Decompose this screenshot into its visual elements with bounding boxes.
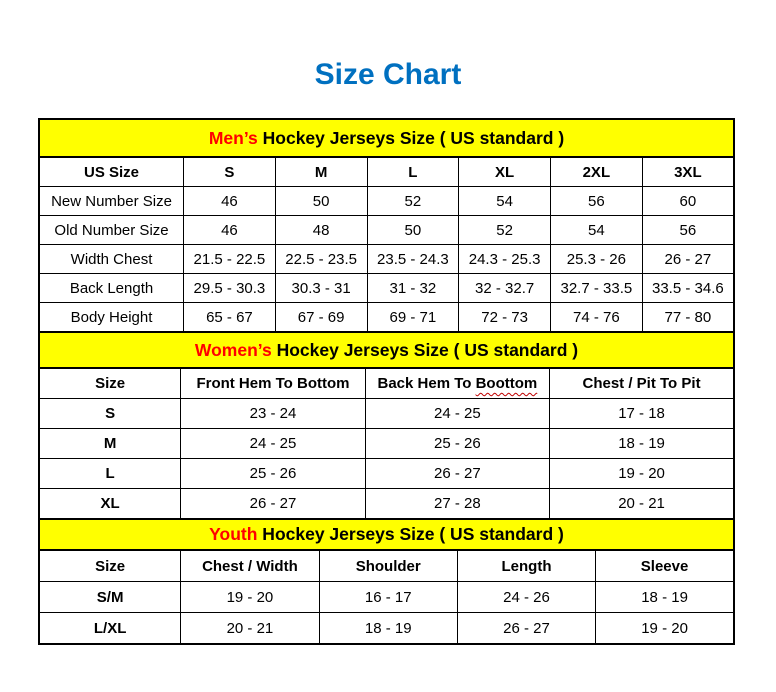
mens-table-cell: 56 <box>550 187 642 216</box>
youth-table-cell: 20 - 21 <box>181 613 319 645</box>
womens-table-cell: 25 - 26 <box>365 429 549 459</box>
mens-table-cell: 52 <box>459 216 551 245</box>
womens-header-row <box>39 368 734 399</box>
youth-column-header-1: Chest / Width <box>181 550 319 582</box>
mens-size-table <box>38 118 735 333</box>
womens-table-cell: 19 - 20 <box>550 459 734 489</box>
mens-column-header-0: US Size <box>39 157 184 187</box>
page-title: Size Chart <box>314 58 462 91</box>
womens-table-cell: 26 - 27 <box>365 459 549 489</box>
mens-table-cell: 77 - 80 <box>642 303 734 333</box>
mens-header-row <box>39 157 734 187</box>
youth-table-cell: 19 - 20 <box>596 613 734 645</box>
youth-row-label: S/M <box>39 582 181 613</box>
mens-column-header-2: M <box>275 157 367 187</box>
mens-section-title: Men’s Hockey Jerseys Size ( US standard ) <box>39 119 734 157</box>
mens-row-label: Old Number Size <box>39 216 184 245</box>
mens-table-cell: 46 <box>184 216 276 245</box>
womens-row-label: M <box>39 429 181 459</box>
mens-table-cell: 25.3 - 26 <box>550 245 642 274</box>
youth-section-title-highlight: Youth <box>209 524 258 544</box>
womens-section-title: Women’s Hockey Jerseys Size ( US standard ) <box>39 332 734 368</box>
mens-row-label: Width Chest <box>39 245 184 274</box>
mens-table-cell: 72 - 73 <box>459 303 551 333</box>
womens-row-label: XL <box>39 489 181 520</box>
youth-column-header-3: Length <box>457 550 595 582</box>
mens-table-cell: 23.5 - 24.3 <box>367 245 459 274</box>
mens-table-cell: 24.3 - 25.3 <box>459 245 551 274</box>
womens-column-header-3: Chest / Pit To Pit <box>550 368 734 399</box>
youth-table-row-0 <box>39 582 734 613</box>
youth-table-cell: 19 - 20 <box>181 582 319 613</box>
youth-section-title: Youth Hockey Jerseys Size ( US standard ) <box>39 519 734 550</box>
mens-table-cell: 67 - 69 <box>275 303 367 333</box>
mens-column-header-3: L <box>367 157 459 187</box>
mens-table-cell: 22.5 - 23.5 <box>275 245 367 274</box>
mens-table-cell: 69 - 71 <box>367 303 459 333</box>
mens-table-cell: 46 <box>184 187 276 216</box>
page-header <box>0 0 776 92</box>
size-tables <box>38 118 735 645</box>
mens-table-cell: 56 <box>642 216 734 245</box>
youth-column-header-0: Size <box>39 550 181 582</box>
youth-table-cell: 26 - 27 <box>457 613 595 645</box>
womens-table-cell: 24 - 25 <box>365 399 549 429</box>
youth-table-row-1 <box>39 613 734 645</box>
mens-row-label: Body Height <box>39 303 184 333</box>
womens-table-cell: 25 - 26 <box>181 459 365 489</box>
womens-table-cell: 18 - 19 <box>550 429 734 459</box>
mens-table-cell: 65 - 67 <box>184 303 276 333</box>
womens-table-cell: 20 - 21 <box>550 489 734 520</box>
youth-column-header-2: Shoulder <box>319 550 457 582</box>
mens-table-row-4 <box>39 303 734 333</box>
womens-column-header-2: Back Hem To Boottom <box>365 368 549 399</box>
mens-table-row-0 <box>39 187 734 216</box>
mens-table-cell: 74 - 76 <box>550 303 642 333</box>
mens-column-header-6: 3XL <box>642 157 734 187</box>
mens-table-cell: 60 <box>642 187 734 216</box>
youth-column-header-4: Sleeve <box>596 550 734 582</box>
youth-table-cell: 24 - 26 <box>457 582 595 613</box>
youth-row-label: L/XL <box>39 613 181 645</box>
mens-table-cell: 32 - 32.7 <box>459 274 551 303</box>
mens-table-cell: 32.7 - 33.5 <box>550 274 642 303</box>
womens-size-table <box>38 331 735 520</box>
womens-section-title-highlight: Women’s <box>194 339 272 360</box>
youth-table-cell: 18 - 19 <box>596 582 734 613</box>
womens-table-cell: 26 - 27 <box>181 489 365 520</box>
mens-table-cell: 52 <box>367 187 459 216</box>
youth-table-cell: 16 - 17 <box>319 582 457 613</box>
mens-table-cell: 50 <box>367 216 459 245</box>
mens-table-cell: 29.5 - 30.3 <box>184 274 276 303</box>
mens-table-row-3 <box>39 274 734 303</box>
mens-table-cell: 33.5 - 34.6 <box>642 274 734 303</box>
misspelled-word: Boottom <box>475 375 538 392</box>
mens-table-row-1 <box>39 216 734 245</box>
mens-table-cell: 21.5 - 22.5 <box>184 245 276 274</box>
womens-table-cell: 17 - 18 <box>550 399 734 429</box>
youth-size-table <box>38 518 735 645</box>
womens-row-label: L <box>39 459 181 489</box>
mens-column-header-5: 2XL <box>550 157 642 187</box>
womens-table-cell: 23 - 24 <box>181 399 365 429</box>
mens-table-cell: 50 <box>275 187 367 216</box>
mens-table-cell: 26 - 27 <box>642 245 734 274</box>
mens-table-cell: 31 - 32 <box>367 274 459 303</box>
womens-table-row-0 <box>39 399 734 429</box>
youth-header-row <box>39 550 734 582</box>
womens-column-header-0: Size <box>39 368 181 399</box>
mens-table-cell: 48 <box>275 216 367 245</box>
womens-column-header-1: Front Hem To Bottom <box>181 368 365 399</box>
mens-row-label: New Number Size <box>39 187 184 216</box>
womens-table-row-1 <box>39 429 734 459</box>
mens-table-cell: 30.3 - 31 <box>275 274 367 303</box>
womens-table-row-3 <box>39 489 734 520</box>
womens-table-cell: 27 - 28 <box>365 489 549 520</box>
mens-table-row-2 <box>39 245 734 274</box>
womens-row-label: S <box>39 399 181 429</box>
mens-section-title-highlight: Men’s <box>208 127 258 148</box>
mens-table-cell: 54 <box>459 187 551 216</box>
mens-row-label: Back Length <box>39 274 184 303</box>
mens-column-header-4: XL <box>459 157 551 187</box>
mens-table-cell: 54 <box>550 216 642 245</box>
womens-table-cell: 24 - 25 <box>181 429 365 459</box>
youth-table-cell: 18 - 19 <box>319 613 457 645</box>
mens-column-header-1: S <box>184 157 276 187</box>
womens-table-row-2 <box>39 459 734 489</box>
